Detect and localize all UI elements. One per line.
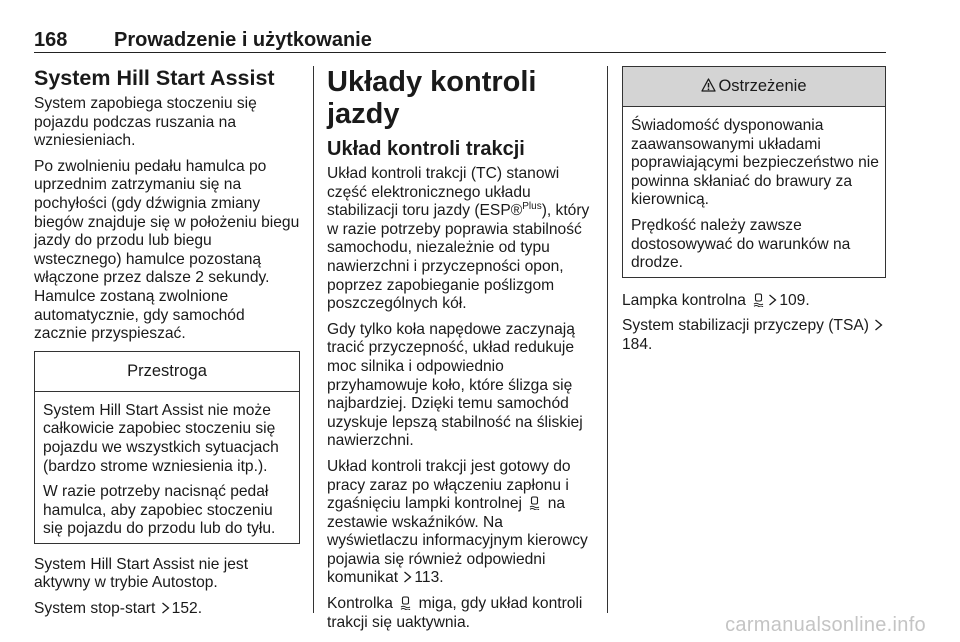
- column-2: [327, 66, 595, 639]
- paragraph: [327, 165, 595, 314]
- watermark: carmanualsonline.info: [725, 614, 926, 636]
- paragraph: [34, 600, 300, 619]
- paragraph: Po zwolnieniu pedału hamulca po uprzednim zatrzymaniu się na pochyłości (gdy dźwignia zmiany biegów znajduje się w położeniu biegu jazdy do przodu lub biegu wstecznego) hamulce pozostaną włączone przez dalsze 2 sekundy. Hamulce zostaną zwolnione automatycznie, gdy samochód zacznie przyspieszać.: [34, 157, 300, 343]
- column-3: [622, 66, 886, 362]
- column-divider: [313, 66, 314, 613]
- paragraph-text: System stop-start: [34, 600, 156, 618]
- page-reference-icon: [161, 602, 170, 614]
- paragraph: System Hill Start Assist nie jest aktywny w trybie Autostop.: [34, 555, 249, 592]
- warning-header: [623, 67, 885, 107]
- page-reference-icon: [403, 571, 412, 583]
- paragraph: [622, 292, 886, 311]
- warning-title: Ostrzeżenie: [718, 77, 807, 95]
- paragraph: [622, 317, 886, 354]
- page-reference[interactable]: 109.: [779, 291, 810, 309]
- paragraph-text: System stabilizacji przyczepy (TSA): [622, 317, 869, 335]
- superscript-plus: Plus: [522, 201, 542, 212]
- traction-control-icon: [753, 293, 764, 307]
- page-reference[interactable]: 184.: [622, 335, 653, 353]
- paragraph-text: na zestawie wskaźników. Na wyświetlaczu informacyjnym kierowcy pojawia się również odpowiedni komunikat: [327, 495, 588, 587]
- traction-control-icon: [400, 596, 411, 610]
- section-title-hill-start: System Hill Start Assist: [34, 66, 275, 90]
- column-divider: [607, 66, 608, 613]
- warning-text: Świadomość dysponowania zaawansowanymi układami poprawiającymi bezpieczeństwo nie powinna skłaniać do brawury za kierownicą.: [631, 117, 879, 209]
- paragraph-text: Układ kontroli trakcji (TC) stanowi część elektronicznego układu stabilizacji toru jazdy (ESP®: [327, 165, 560, 220]
- paragraph-text: miga, gdy układ kontroli trakcji się uaktywnia.: [327, 595, 583, 631]
- paragraph-text: Układ kontroli trakcji jest gotowy do pracy zaraz po włączeniu zapłonu i zgaśnięciu lampki kontrolnej: [327, 457, 571, 513]
- page-reference[interactable]: 113.: [414, 569, 444, 587]
- paragraph: [327, 595, 595, 632]
- warning-text: Prędkość należy zawsze dostosowywać do warunków na drodze.: [631, 216, 851, 272]
- paragraph: Gdy tylko koła napędowe zaczynają tracić przyczepność, układ redukuje moc silnika i odpowiednio przyhamowuje koło, które ślizga się najbardziej. Dzięki temu samochód uzyskuje lepszą stabilność na śliskiej nawierzchni.: [327, 320, 583, 450]
- paragraph-text: Kontrolka: [327, 595, 393, 613]
- chapter-title: Prowadzenie i użytkowanie: [114, 29, 372, 51]
- page-reference[interactable]: 152.: [171, 600, 203, 618]
- traction-control-icon: [529, 496, 540, 510]
- paragraph-text: ), który w razie potrzeby poprawia stabilność samochodu, niezależnie od typu nawierzchni i przyczepności opon, poprzez zapobieganie poślizgom poszczególnych kół.: [327, 202, 590, 313]
- caution-title: Przestroga: [35, 352, 299, 392]
- warning-triangle-icon: [701, 78, 716, 92]
- paragraph: [327, 458, 595, 588]
- caution-body: [35, 392, 299, 543]
- page-reference-icon: [874, 319, 883, 331]
- page-reference-icon: [768, 294, 777, 306]
- caution-box: [34, 351, 300, 544]
- paragraph-text: Lampka kontrolna: [622, 291, 746, 309]
- warning-body: [623, 107, 885, 277]
- subsection-title: Układ kontroli trakcji: [327, 138, 525, 160]
- paragraph: System zapobiega stoczeniu się pojazdu podczas ruszania na wzniesieniach.: [34, 95, 257, 150]
- page-header: [34, 29, 886, 53]
- caution-text: W razie potrzeby nacisnąć pedał hamulca, aby zapobiec stoczeniu się pojazdu do przodu lub do tyłu.: [43, 483, 276, 538]
- warning-box: [622, 66, 886, 278]
- page-number: 168: [34, 29, 68, 51]
- column-1: [34, 66, 300, 626]
- main-title: Układy kontroli jazdy: [327, 66, 537, 130]
- caution-text: System Hill Start Assist nie może całkowicie zapobiec stoczeniu się pojazdu we wszystkich sytuacjach (bardzo strome wzniesienia itp.).: [43, 401, 279, 475]
